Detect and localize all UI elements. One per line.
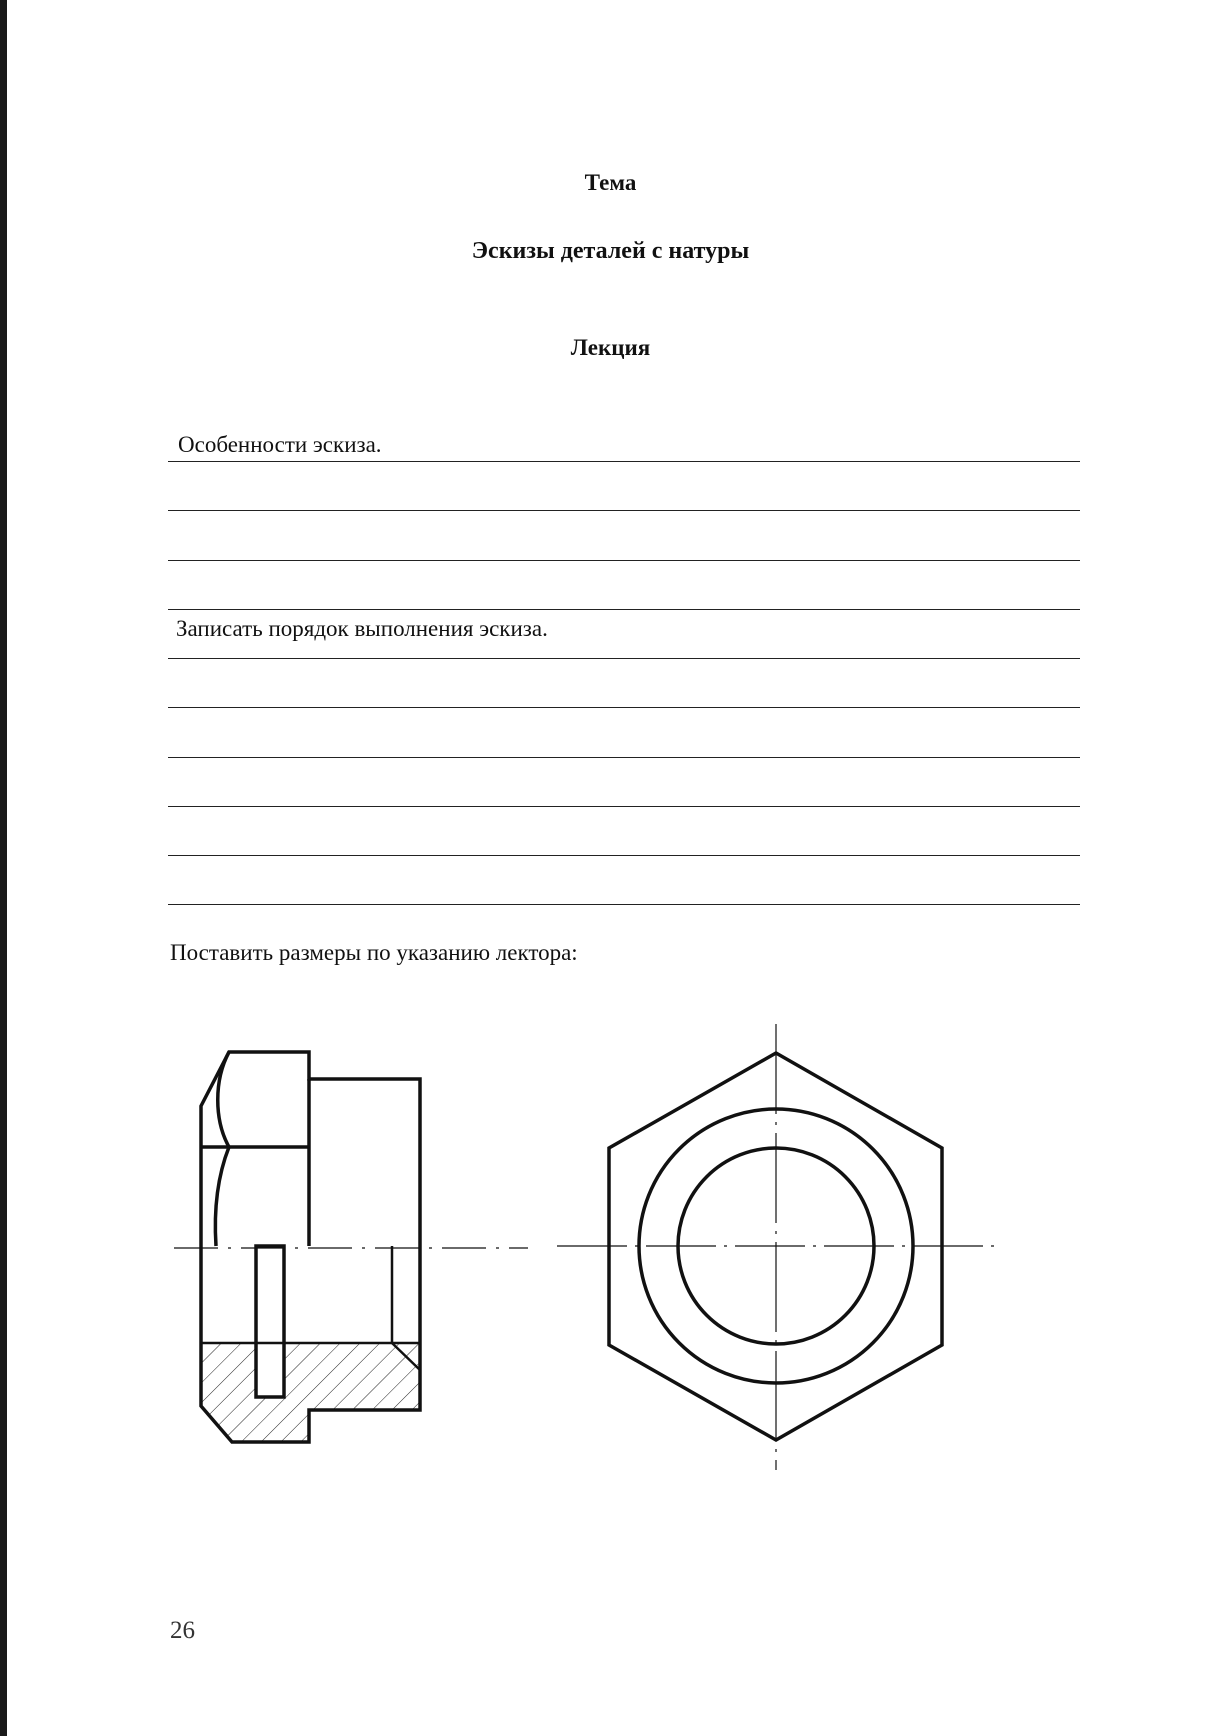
nut-section-drawing [174,1052,528,1442]
topic-label: Тема [584,170,637,195]
task-instruction: Поставить размеры по указанию лектора: [170,940,578,965]
pin-slot [256,1246,284,1397]
question-features: Особенности эскиза. [178,432,386,458]
hex-chamfer-arc-lower [215,1147,229,1246]
hex-chamfer-arc-upper [218,1052,229,1147]
nut-hexagon-view-drawing [557,1024,995,1470]
page-number: 26 [170,1617,195,1644]
page-title: Эскизы деталей с натуры [471,238,750,264]
question-order: Записать порядок выполнения эскиза. [176,616,552,642]
lecture-label: Лекция [570,335,651,360]
